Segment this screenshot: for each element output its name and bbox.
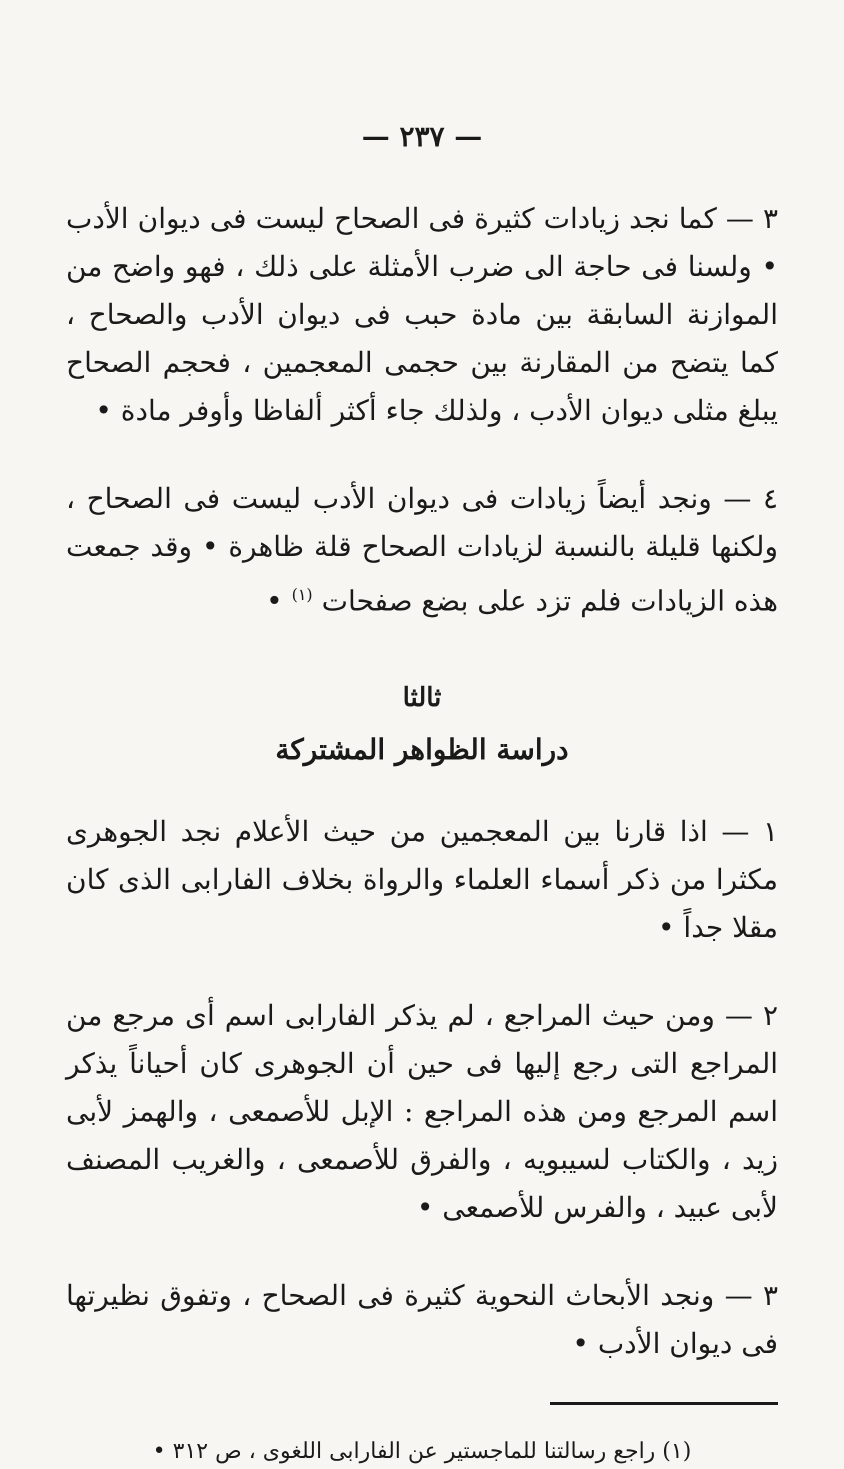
paragraph-4-text: ٤ — ونجد أيضاً زيادات فى ديوان الأدب ليست فى الصحاح ، ولكنها قليلة بالنسبة لزيادات الصحاح قلة ظاهرة • وقد جمعت هذه الزيادات فلم تزد على بضع صفحات: [66, 482, 778, 618]
paragraph-3-additions-sihah: ٣ — كما نجد زيادات كثيرة فى الصحاح ليست فى ديوان الأدب • ولسنا فى حاجة الى ضرب الأمثلة على ذلك ، فهو واضح من الموازنة السابقة بين مادة حبب فى ديوان الأدب والصحاح ، كما يتضح من المقارنة بين حجمى المعجمين ، فحجم الصحاح يبلغ مثلى ديوان الأدب ، ولذلك جاء أكثر ألفاظا وأوفر مادة •: [66, 202, 778, 427]
page-number: — ٢٣٧ —: [361, 120, 483, 153]
section-title: دراسة الظواهر المشتركة: [275, 733, 569, 767]
paragraph-1-names: ١ — اذا قارنا بين المعجمين من حيث الأعلام نجد الجوهرى مكثرا من ذكر أسماء العلماء والرواة بخلاف الفارابى الذى كان مقلا جداً •: [66, 815, 778, 945]
footnote-marker: (١): [291, 585, 313, 604]
paragraph-3-grammar: ٣ — ونجد الأبحاث النحوية كثيرة فى الصحاح ، وتفوق نظيرتها فى ديوان الأدب •: [66, 1279, 778, 1361]
footnote: (١) راجع رسالتنا للماجستير عن الفارابى اللغوى ، ص ٣١٢ •: [152, 1439, 692, 1465]
section-heading-third: ثالثا: [402, 683, 442, 714]
paragraph-4-end: •: [266, 584, 292, 618]
paragraph-4-additions-diwan: [66, 475, 778, 625]
footnote-divider: [550, 1402, 778, 1405]
paragraph-2-references: ٢ — ومن حيث المراجع ، لم يذكر الفارابى اسم أى مرجع من المراجع التى رجع إليها فى حين أن الجوهرى كان أحياناً يذكر اسم المرجع ومن هذه المراجع : الإبل للأصمعى ، والهمز لأبى زيد ، والكتاب لسيبويه ، والفرق للأصمعى ، والغريب المصنف لأبى عبيد ، والفرس للأصمعى •: [66, 999, 778, 1225]
